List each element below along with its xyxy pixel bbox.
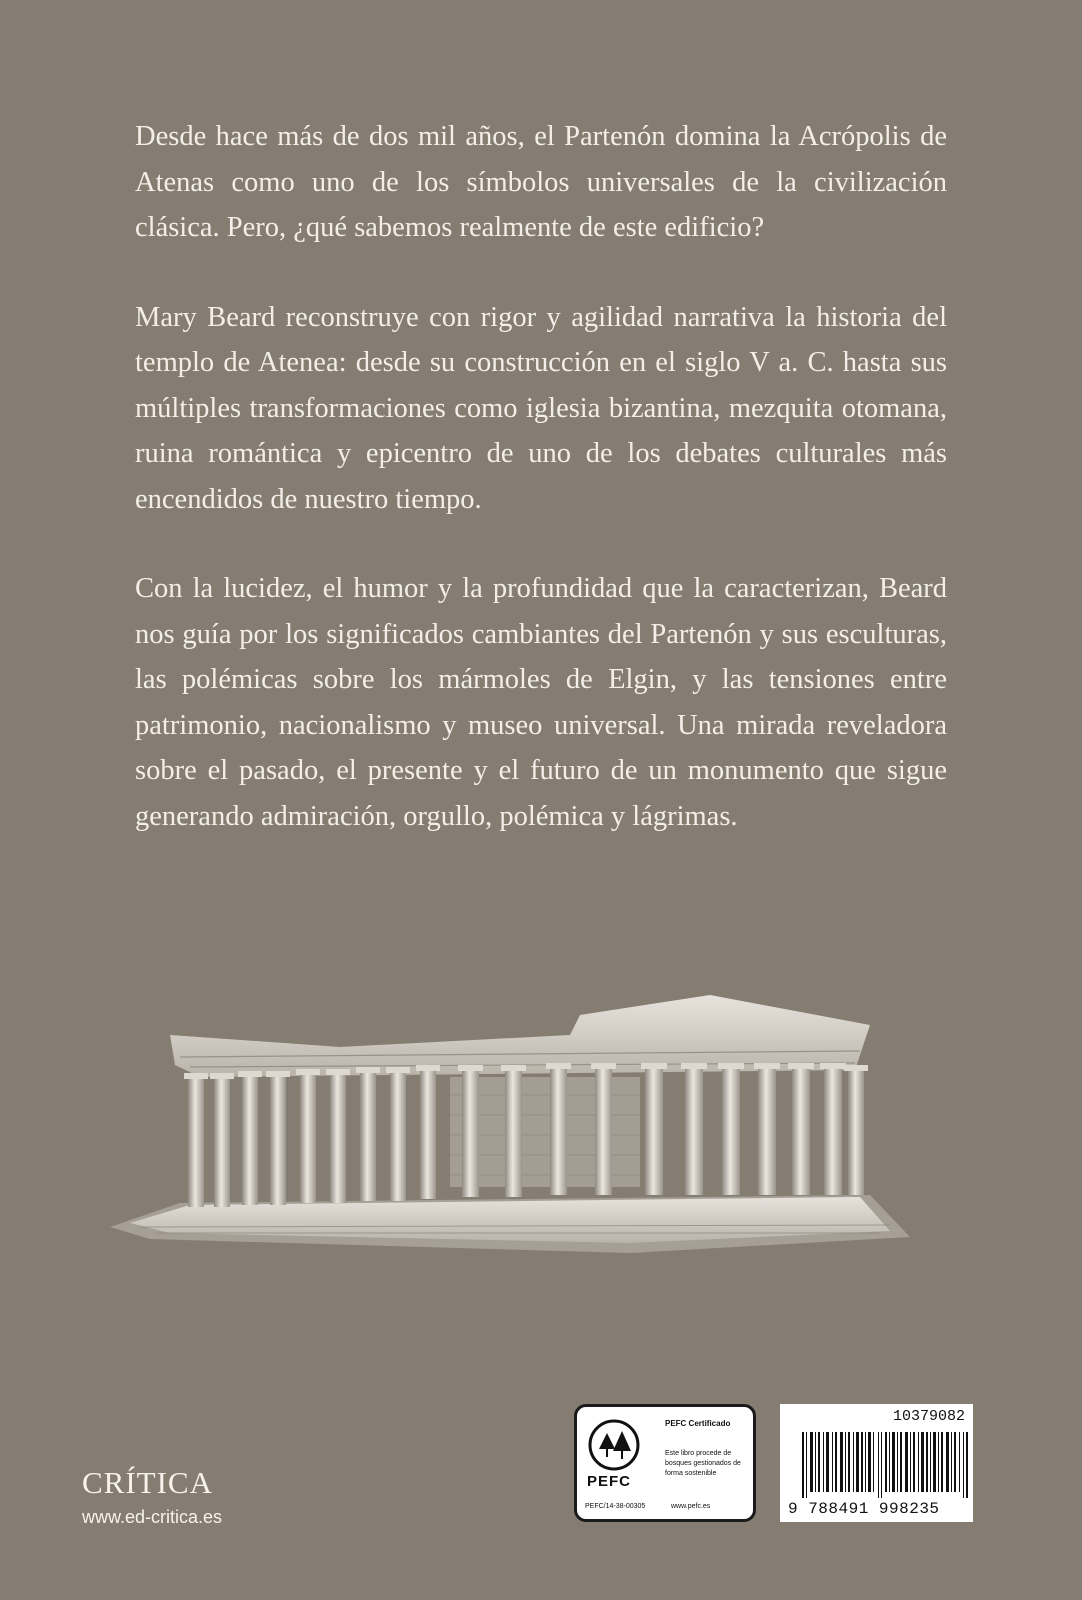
back-cover-blurb [135,114,947,883]
pefc-code: PEFC/14-38-00305 [585,1503,646,1510]
pefc-tree-logo-icon [585,1419,643,1471]
blurb-paragraph-1: Desde hace más de dos mil años, el Partenón domina la Acrópolis de Atenas como uno de los símbolos universales de la civilización clásica. Pero, ¿qué sabemos realmente de este edificio? [135,121,947,243]
blurb-paragraph-3: Con la lucidez, el humor y la profundidad que la caracterizan, Beard nos guía por los significados cambiantes del Partenón y sus esculturas, las polémicas sobre los mármoles de Elgin, y las tensiones entre patrimonio, nacionalismo y museo universal. Una mirada reveladora sobre el pasado, el presente y el futuro de un monumento que sigue generando admiración, orgullo, polémica y lágrimas. [135,573,947,832]
publisher-name: CRÍTICA [82,1465,213,1500]
barcode-internal-code: 10379082 [892,1408,965,1425]
parthenon-illustration [110,995,930,1280]
blurb-paragraph-2: Mary Beard reconstruye con rigor y agilidad narrativa la historia del templo de Atenea: desde su construcción en el siglo V a. C. hasta sus múltiples transformaciones como iglesia bizantina, mezquita otomana, ruina romántica y epicentro de uno de los debates culturales más encendidos de nuestro tiempo. [135,301,947,515]
pefc-web: www.pefc.es [671,1503,711,1510]
barcode-bars-icon [802,1432,968,1498]
pefc-certification-label [574,1404,756,1522]
isbn-barcode [780,1404,973,1522]
publisher-url: www.ed-critica.es [82,1507,223,1527]
publisher-block [82,1465,222,1528]
pefc-text: Este libro procede de bosques gestionados de forma sostenible [665,1450,741,1477]
pefc-title: PEFC Certificado [665,1419,731,1428]
isbn-number: 9 788491 998235 [788,1500,940,1518]
pefc-mark: PEFC [587,1473,632,1490]
